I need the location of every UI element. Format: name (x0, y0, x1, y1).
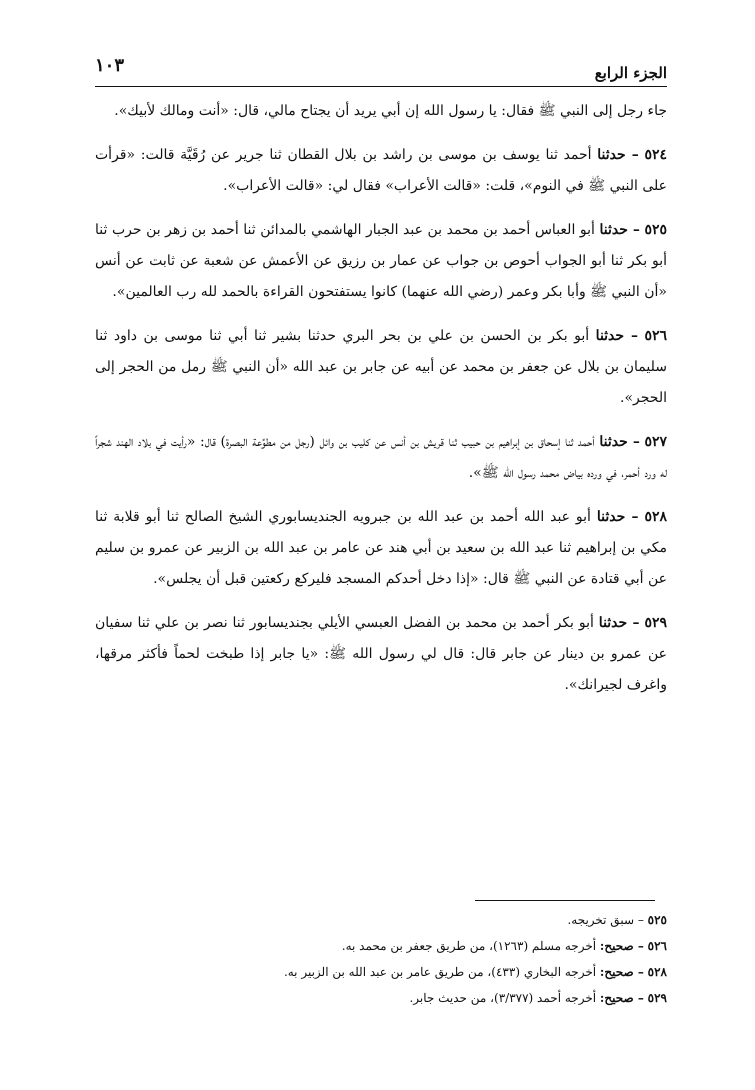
hadith-entry-528: ٥٢٨ – حدثنا أبو عبد الله أحمد بن عبد الله بن جبرويه الجنديسابوري الشيخ الصالح ثنا أبو قلابة ثنا مكي بن إبراهيم ثنا عبد الله بن سعيد بن أبي هند عن عامر بن عبد الله بن الزبير عن عمرو بن سليم عن أبي قتادة عن النبي ﷺ قال: «إذا دخل أحدكم المسجد فليركع ركعتين قبل أن يجلس». (95, 509, 668, 587)
entry-text: أحمد ثنا إسحاق بن إبراهيم بن حبيب ثنا قريش بن أنس عن كليب بن وائل (رجل من مطوِّعة البصرة) قال: «رأيت في بلاد الهند شجراً له ورد أحمر، في ورده بياض محمد رسول الله ﷺ». (95, 434, 667, 481)
footnote-number: ٥٢٨ (647, 965, 667, 979)
footnotes (95, 907, 667, 1011)
footnote-text: أخرجه مسلم (١٢٦٣)، من طريق جعفر بن محمد به. (341, 939, 597, 953)
running-head: الجزء الرابع (594, 64, 667, 82)
hadith-entry-529: ٥٢٩ – حدثنا أبو بكر أحمد بن محمد بن الفضل العبسي الأيلي بجنديسابور ثنا نصر بن علي ثنا سفيان عن عمرو بن دينار عن جابر قال: قال لي رسول الله ﷺ: «يا جابر إذا طبخت لحماً فأكثر مرقها، واغرف لجيرانك». (95, 615, 668, 693)
footnote-text: أخرجه أحمد (٣/٣٧٧)، من حديث جابر. (409, 991, 597, 1005)
footnote-label: صحيح: (599, 939, 634, 953)
entry-head: حدثنا (595, 328, 625, 344)
entry-number: ٥٢٨ (644, 509, 668, 525)
entry-head: حدثنا (599, 434, 628, 450)
footnote-label: صحيح: (599, 965, 634, 979)
footnote-text: سبق تخريجه. (567, 913, 634, 927)
entry-text: أبو العباس أحمد بن محمد بن عبد الجبار الهاشمي بالمدائن ثنا أحمد بن زهر بن حرب ثنا أبو بكر ثنا أبو الجواب أحوص بن جواب عن عمار بن رزيق عن الأعمش عن شعبة عن ثابت عن أنس «أن النبي ﷺ وأبا بكر وعمر (رضي الله عنهما) كانوا يستفتحون القراءة بالحمد لله رب العالمين». (95, 222, 667, 300)
entry-head: حدثنا (596, 509, 626, 525)
footnote-item: ٥٢٦ – صحيح: أخرجه مسلم (١٢٦٣)، من طريق جعفر بن محمد به. (341, 939, 667, 953)
entry-number: ٥٢٧ (644, 434, 668, 450)
footnote-number: ٥٢٥ (647, 913, 667, 927)
main-text (95, 96, 667, 714)
hadith-entry-526: ٥٢٦ – حدثنا أبو بكر بن الحسن بن علي بن بحر البري حدثنا بشير ثنا أبي ثنا موسى بن داود ثنا سليمان بن بلال عن جعفر بن محمد عن أبيه عن جابر بن عبد الله «أن النبي ﷺ رمل من الحجر إلى الحجر». (95, 328, 668, 406)
entry-text: أحمد ثنا يوسف بن موسى بن راشد بن بلال القطان ثنا جرير عن رُقَيَّة قالت: «قرأت على النبي ﷺ في النوم»، قلت: «قالت الأعراب» فقال لي: «قالت الأعراب». (95, 147, 667, 194)
entry-head: حدثنا (598, 615, 628, 631)
footnote-label: صحيح: (599, 991, 634, 1005)
entry-number: ٥٢٤ (644, 147, 668, 163)
page-number: ١٠٣ (95, 55, 125, 76)
entry-number: ٥٢٩ (644, 615, 668, 631)
entry-head: حدثنا (597, 147, 626, 163)
footnote-number: ٥٢٩ (647, 991, 667, 1005)
entry-number: ٥٢٥ (644, 222, 667, 238)
footnote-number: ٥٢٦ (647, 939, 667, 953)
page-header (95, 40, 667, 87)
hadith-entry-525: ٥٢٥ – حدثنا أبو العباس أحمد بن محمد بن عبد الجبار الهاشمي بالمدائن ثنا أحمد بن زهر بن حرب ثنا أبو بكر ثنا أبو الجواب أحوص بن جواب عن عمار بن رزيق عن الأعمش عن شعبة عن ثابت عن أنس «أن النبي ﷺ وأبا بكر وعمر (رضي الله عنهما) كانوا يستفتحون القراءة بالحمد لله رب العالمين». (95, 222, 667, 300)
footnote-item: ٥٢٥ – سبق تخريجه. (567, 913, 667, 927)
paragraph-text: جاء رجل إلى النبي ﷺ فقال: يا رسول الله إن أبي يريد أن يجتاح مالي، قال: «أنت ومالك لأبيك». (114, 103, 667, 119)
entry-text: أبو بكر بن الحسن بن علي بن بحر البري حدثنا بشير ثنا أبي ثنا موسى بن داود ثنا سليمان بن بلال عن جعفر بن محمد عن أبيه عن جابر بن عبد الله «أن النبي ﷺ رمل من الحجر إلى الحجر». (95, 328, 667, 406)
footnote-item: ٥٢٩ – صحيح: أخرجه أحمد (٣/٣٧٧)، من حديث جابر. (409, 991, 667, 1005)
entry-text: أبو عبد الله أحمد بن عبد الله بن جبرويه الجنديسابوري الشيخ الصالح ثنا أبو قلابة ثنا مكي بن إبراهيم ثنا عبد الله بن سعيد بن أبي هند عن عامر بن عبد الله بن الزبير عن عمرو بن سليم عن أبي قتادة عن النبي ﷺ قال: «إذا دخل أحدكم المسجد فليركع ركعتين قبل أن يجلس». (95, 509, 667, 587)
footnote-divider (475, 900, 655, 901)
entry-number: ٥٢٦ (644, 328, 668, 344)
footnote-item: ٥٢٨ – صحيح: أخرجه البخاري (٤٣٣)، من طريق عامر بن عبد الله بن الزبير به. (283, 965, 667, 979)
hadith-entry-527: ٥٢٧ – حدثنا أحمد ثنا إسحاق بن إبراهيم بن حبيب ثنا قريش بن أنس عن كليب بن وائل (رجل من مطوِّعة البصرة) قال: «رأيت في بلاد الهند شجراً له ورد أحمر، في ورده بياض محمد رسول الله ﷺ». (95, 434, 668, 481)
footnote-text: أخرجه البخاري (٤٣٣)، من طريق عامر بن عبد الله بن الزبير به. (283, 965, 597, 979)
entry-text: أبو بكر أحمد بن محمد بن الفضل العبسي الأيلي بجنديسابور ثنا نصر بن علي ثنا سفيان عن عمرو بن دينار عن جابر قال: قال لي رسول الله ﷺ: «يا جابر إذا طبخت لحماً فأكثر مرقها، واغرف لجيرانك». (95, 615, 667, 693)
entry-head: حدثنا (599, 222, 628, 238)
hadith-entry-524: ٥٢٤ – حدثنا أحمد ثنا يوسف بن موسى بن راشد بن بلال القطان ثنا جرير عن رُقَيَّة قالت: «قرأت على النبي ﷺ في النوم»، قلت: «قالت الأعراب» فقال لي: «قالت الأعراب». (95, 147, 668, 194)
paragraph-continuation (95, 96, 667, 127)
